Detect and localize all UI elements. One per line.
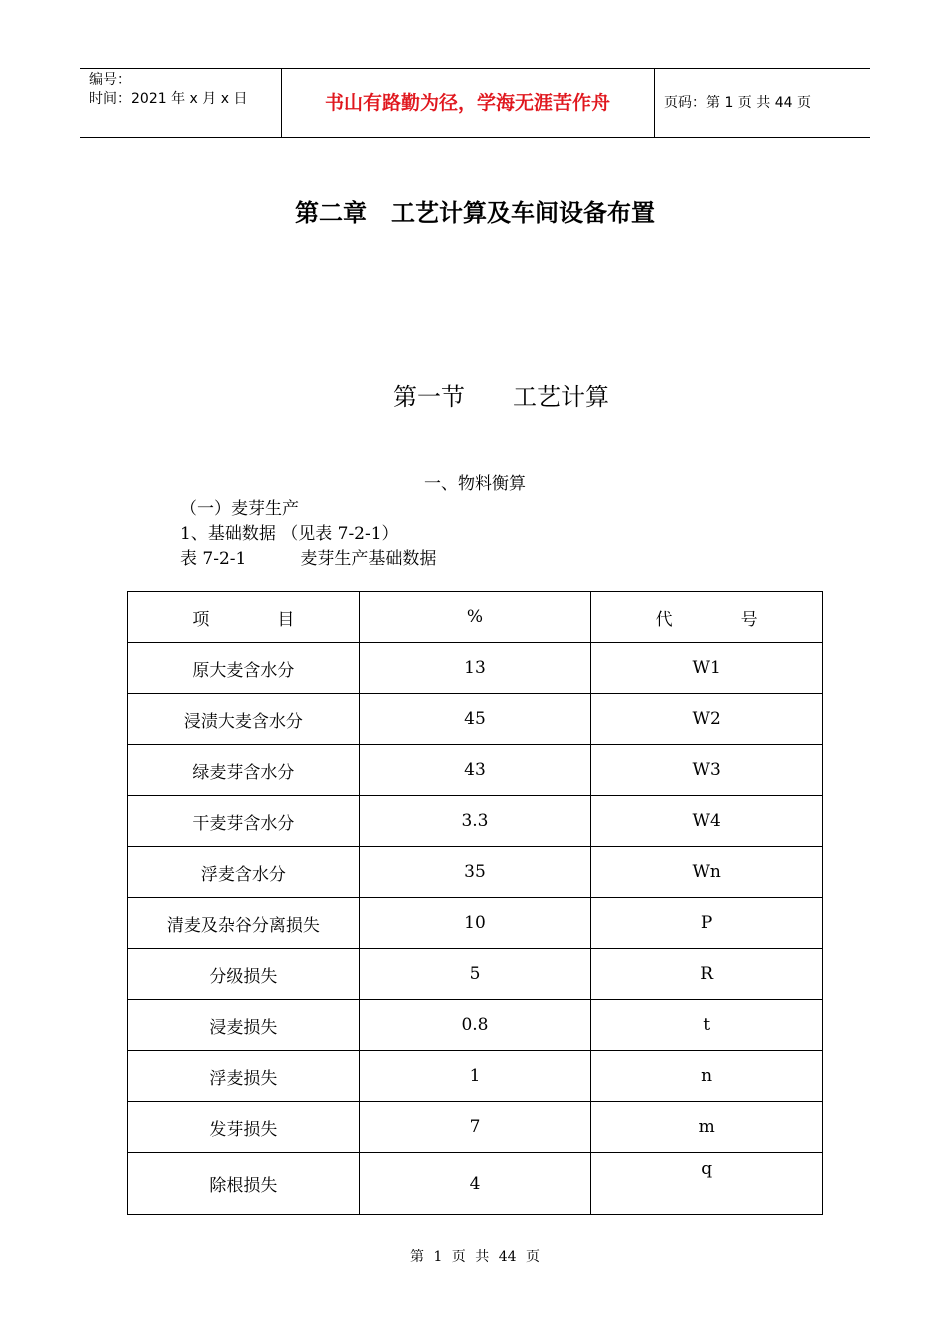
cell-percent: 5 (359, 949, 591, 1000)
table-row (128, 1153, 823, 1215)
cell-code: R (591, 949, 823, 1000)
chapter-title: 第二章 工艺计算及车间设备布置 (295, 199, 655, 227)
cell-item: 浸渍大麦含水分 (128, 694, 360, 745)
cell-percent: 45 (359, 694, 591, 745)
table-row (128, 745, 823, 796)
cell-percent: 35 (359, 847, 591, 898)
item-heading: 1、基础数据 （见表 7-2-1） (180, 524, 399, 544)
section-title: 第一节 工艺计算 (393, 383, 609, 411)
cell-item: 除根损失 (128, 1153, 360, 1215)
cell-code: W3 (591, 745, 823, 796)
part-heading: （一）麦芽生产 (180, 499, 299, 519)
cell-item: 原大麦含水分 (128, 643, 360, 694)
cell-code: t (591, 1000, 823, 1051)
cell-percent: 4 (359, 1153, 591, 1215)
cell-item: 浸麦损失 (128, 1000, 360, 1051)
cell-item: 浮麦损失 (128, 1051, 360, 1102)
header-cell-percent: % (359, 592, 591, 643)
table-row (128, 694, 823, 745)
header-cell-code: 代 号 (591, 592, 823, 643)
cell-percent: 0.8 (359, 1000, 591, 1051)
page-footer: 第 1 页 共 44 页 (410, 1249, 540, 1265)
cell-code: q (591, 1153, 823, 1215)
cell-code: W1 (591, 643, 823, 694)
subsection-heading: 一、物料衡算 (424, 474, 526, 494)
header-divider (654, 69, 655, 137)
cell-percent: 10 (359, 898, 591, 949)
cell-percent: 43 (359, 745, 591, 796)
table-header-row (128, 592, 823, 643)
page-header (80, 68, 870, 138)
table-caption: 表 7-2-1 麦芽生产基础数据 (180, 549, 437, 569)
header-motto: 书山有路勤为径，学海无涯苦作舟 (324, 92, 610, 114)
cell-item: 清麦及杂谷分离损失 (128, 898, 360, 949)
table-row (128, 643, 823, 694)
table-row (128, 1051, 823, 1102)
cell-item: 浮麦含水分 (128, 847, 360, 898)
cell-code: W4 (591, 796, 823, 847)
cell-item: 分级损失 (128, 949, 360, 1000)
table-row (128, 847, 823, 898)
cell-code: n (591, 1051, 823, 1102)
cell-code: Wn (591, 847, 823, 898)
header-cell-item: 项 目 (128, 592, 360, 643)
cell-percent: 3.3 (359, 796, 591, 847)
table-row (128, 949, 823, 1000)
table-row (128, 1000, 823, 1051)
cell-percent: 13 (359, 643, 591, 694)
cell-item: 绿麦芽含水分 (128, 745, 360, 796)
cell-percent: 7 (359, 1102, 591, 1153)
cell-item: 发芽损失 (128, 1102, 360, 1153)
serial-label: 编号： (89, 72, 131, 88)
cell-code: P (591, 898, 823, 949)
header-page-code: 页码：第 1 页 共 44 页 (664, 95, 811, 111)
cell-code: W2 (591, 694, 823, 745)
table-row (128, 796, 823, 847)
cell-item: 干麦芽含水分 (128, 796, 360, 847)
table-row (128, 1102, 823, 1153)
date-label: 时间：2021 年 x 月 x 日 (89, 91, 248, 107)
table-row (128, 898, 823, 949)
header-info (89, 71, 247, 109)
cell-percent: 1 (359, 1051, 591, 1102)
malt-data-table (127, 591, 823, 1215)
cell-code: m (591, 1102, 823, 1153)
